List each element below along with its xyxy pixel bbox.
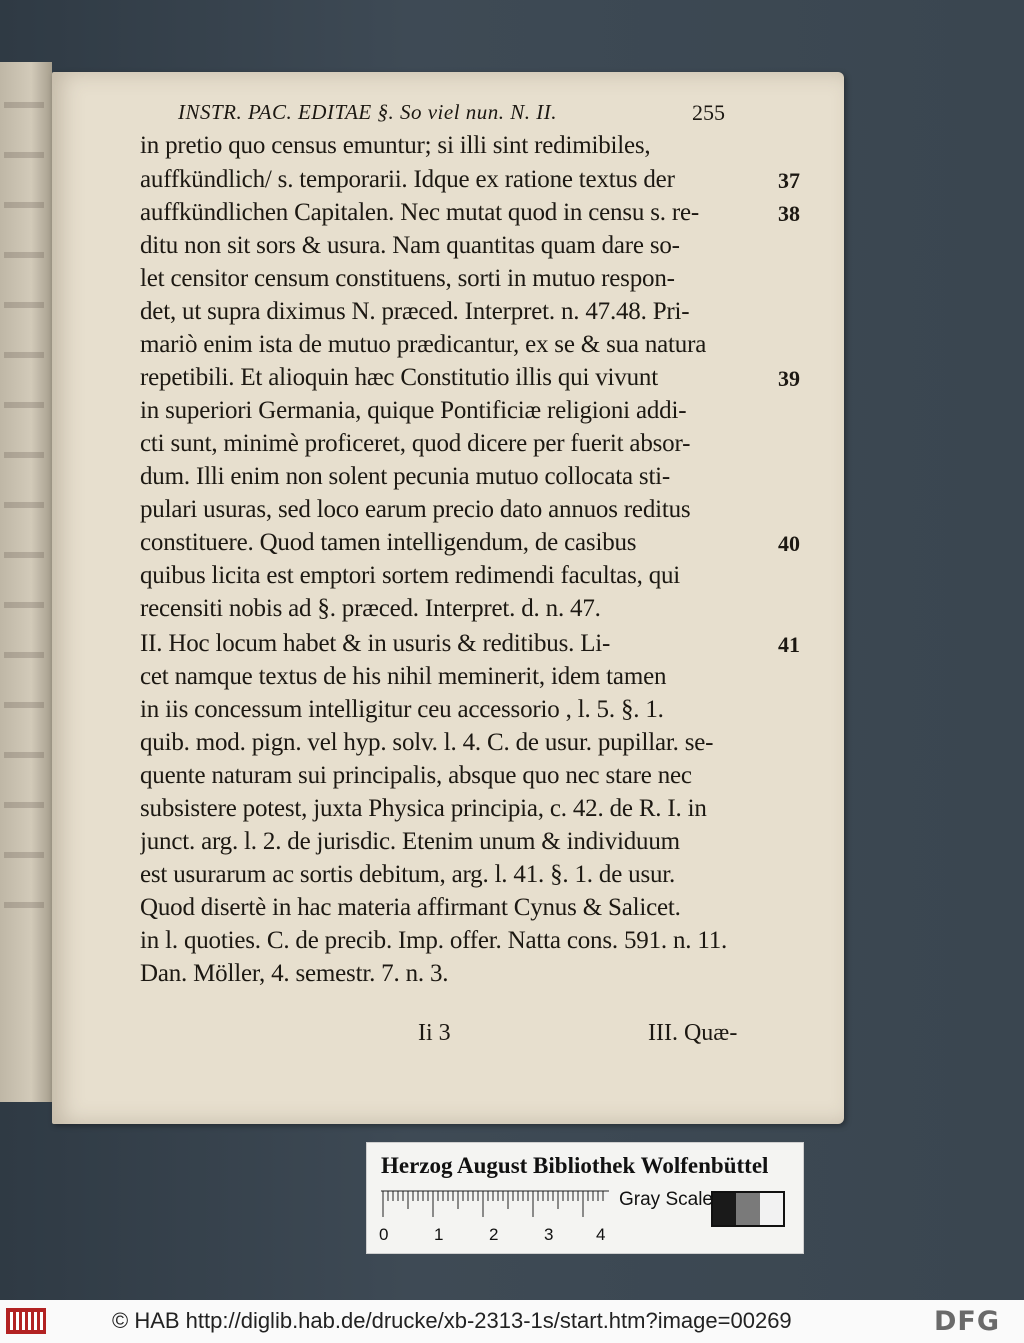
text-line: let censitor censum constituens, sorti in mutuo respon- bbox=[140, 265, 675, 292]
signature-mark: Ii 3 bbox=[418, 1020, 451, 1046]
text-line: det, ut supra diximus N. præced. Interpret. n. 47.48. Pri- bbox=[140, 298, 690, 325]
page-text bbox=[88, 100, 808, 1060]
ruler-scale bbox=[381, 1189, 609, 1219]
adjacent-page-edge bbox=[0, 62, 52, 1102]
text-line: est usurarum ac sortis debitum, arg. l. 41. §. 1. de usur. bbox=[140, 861, 676, 888]
text-line: recensiti nobis ad §. præced. Interpret. d. n. 47. bbox=[140, 595, 601, 622]
text-line: quib. mod. pign. vel hyp. solv. l. 4. C. de usur. pupillar. se- bbox=[140, 729, 714, 756]
text-line: pulari usuras, sed loco earum precio dato annuos reditus bbox=[140, 496, 691, 523]
library-name: Herzog August Bibliothek Wolfenbüttel bbox=[381, 1153, 769, 1178]
text-line: mariò enim ista de mutuo prædicantur, ex se & sua natura bbox=[140, 331, 707, 358]
ruler-label: 0 bbox=[379, 1225, 389, 1244]
margin-number: 38 bbox=[778, 201, 800, 226]
text-line: in pretio quo census emuntur; si illi sint redimibiles, bbox=[140, 132, 651, 159]
margin-number: 40 bbox=[778, 531, 800, 556]
text-line: auffkündlich/ s. temporarii. Idque ex ratione textus der bbox=[140, 166, 675, 193]
text-line: auffkündlichen Capitalen. Nec mutat quod in censu s. re- bbox=[140, 199, 700, 226]
text-line: subsistere potest, juxta Physica principia, c. 42. de R. I. in bbox=[140, 795, 707, 822]
text-line: dum. Illi enim non solent pecunia mutuo collocata sti- bbox=[140, 463, 671, 490]
running-head: INSTR. PAC. EDITAE §. So viel nun. N. II. bbox=[178, 100, 558, 124]
text-line: cti sunt, minimè proficeret, quod dicere per fuerit absor- bbox=[140, 430, 691, 457]
text-line: in superiori Germania, quique Pontificiæ religioni addi- bbox=[140, 397, 687, 424]
text-line: quibus licita est emptori sortem redimendi facultas, qui bbox=[140, 562, 681, 589]
text-line: II. Hoc locum habet & in usuris & reditibus. Li- bbox=[140, 630, 611, 657]
ruler-label: 2 bbox=[489, 1225, 499, 1244]
ruler-label: 4 bbox=[596, 1225, 606, 1244]
text-line: repetibili. Et alioquin hæc Constitutio illis qui vivunt bbox=[140, 364, 658, 391]
margin-number: 41 bbox=[778, 632, 800, 657]
ruler-label: 1 bbox=[434, 1225, 444, 1244]
text-line: Dan. Möller, 4. semestr. 7. n. 3. bbox=[140, 960, 449, 987]
text-line: in iis concessum intelligitur ceu accessorio , l. 5. §. 1. bbox=[140, 696, 664, 723]
page-number: 255 bbox=[692, 100, 725, 125]
catchword: III. Quæ- bbox=[648, 1020, 738, 1046]
ruler-label: 3 bbox=[544, 1225, 554, 1244]
margin-number: 37 bbox=[778, 168, 800, 193]
text-line: Quod disertè in hac materia affirmant Cynus & Salicet. bbox=[140, 894, 681, 921]
copyright-url[interactable]: © HAB http://diglib.hab.de/drucke/xb-2313-1s/start.htm?image=00269 bbox=[112, 1308, 792, 1333]
text-line: quente naturam sui principalis, absque quo nec stare nec bbox=[140, 762, 692, 789]
text-line: junct. arg. l. 2. de jurisdic. Etenim unum & individuum bbox=[140, 828, 680, 855]
hab-logo-icon bbox=[6, 1306, 46, 1336]
text-line: constituere. Quod tamen intelligendum, de casibus bbox=[140, 529, 637, 556]
calibration-card bbox=[366, 1142, 804, 1254]
text-line: in l. quoties. C. de precib. Imp. offer. Natta cons. 591. n. 11. bbox=[140, 927, 728, 954]
book-page bbox=[52, 72, 844, 1124]
margin-number: 39 bbox=[778, 366, 800, 391]
gray-patch-light bbox=[760, 1193, 783, 1225]
text-line: cet namque textus de his nihil meminerit, idem tamen bbox=[140, 663, 667, 690]
gray-scale-label: Gray Scale bbox=[619, 1189, 713, 1210]
gray-patch-dark bbox=[713, 1193, 736, 1225]
footer-bar bbox=[0, 1300, 1024, 1343]
gray-patch-mid bbox=[736, 1193, 759, 1225]
dfg-logo: DFG bbox=[934, 1306, 1001, 1337]
gray-scale-strip bbox=[711, 1191, 785, 1227]
text-line: ditu non sit sors & usura. Nam quantitas quam dare so- bbox=[140, 232, 680, 259]
